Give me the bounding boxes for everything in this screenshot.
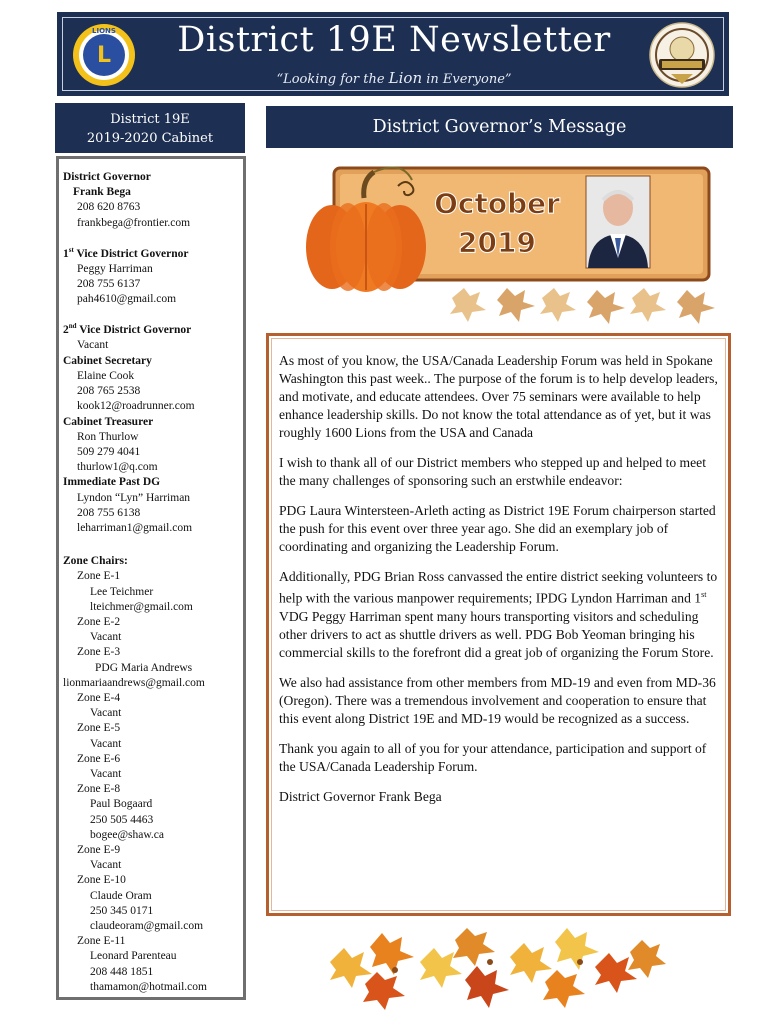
cabinet-heading-line2: 2019-2020 Cabinet bbox=[86, 131, 214, 146]
lions-logo bbox=[72, 23, 136, 87]
vdg2-role bbox=[63, 319, 248, 338]
zone-label: Zone E-3 bbox=[77, 646, 121, 659]
vdg1-phone: 208 755 6137 bbox=[77, 278, 141, 291]
dg-name: Frank Bega bbox=[73, 186, 131, 199]
zone-label: Zone E-5 bbox=[77, 722, 121, 735]
zone-line: bogee@shaw.ca bbox=[90, 828, 165, 841]
ipdg-email: leharriman1@gmail.com bbox=[77, 521, 193, 534]
zone-label: Zone E-8 bbox=[77, 783, 121, 796]
dg-email: frankbega@frontier.com bbox=[77, 216, 191, 229]
zone-line: lteichmer@gmail.com bbox=[90, 600, 193, 613]
vdg1-num: 1 bbox=[63, 247, 69, 260]
p4-end: VDG Peggy Harriman spent many hours transporting visitors and scheduling other drivers to act as shuttle drivers as well. PDG Bob Yeoman bringing his commercial skills to the forefront did a great job of organizing the Forum Store. bbox=[279, 608, 714, 660]
zone-line: 250 505 4463 bbox=[90, 813, 154, 826]
banner-year: 2019 bbox=[458, 226, 536, 259]
zone-chairs-label: Zone Chairs: bbox=[63, 555, 128, 568]
vdg2-num: 2 bbox=[63, 324, 69, 337]
zone-line: Vacant bbox=[90, 737, 122, 750]
message-paragraph: PDG Laura Wintersteen-Arleth acting as District 19E Forum chairperson started the push for this event over three year ago. She did an exemplary job of coordinating and organizing the Leadership Forum. bbox=[279, 503, 716, 554]
vdg2-name: Vacant bbox=[77, 339, 109, 352]
zone-line: PDG Maria Andrews bbox=[95, 661, 193, 674]
autumn-leaves-icon bbox=[450, 288, 715, 324]
vdg1-sup: st bbox=[68, 245, 74, 254]
district-badge-icon bbox=[649, 22, 715, 88]
p4-start: Additionally, PDG Brian Ross canvassed the entire district seeking volunteers to help with the various manpower requirements; IPDG Lyndon Harriman and 1 bbox=[279, 569, 718, 606]
zone-label: Zone E-9 bbox=[77, 843, 121, 856]
banner-month: October bbox=[434, 187, 560, 220]
zone-label: Zone E-6 bbox=[77, 752, 121, 765]
cabinet-heading-line1: District 19E bbox=[110, 112, 190, 127]
newsletter-title: District 19E Newsletter bbox=[177, 20, 611, 60]
vdg2-sup: nd bbox=[68, 322, 77, 331]
newsletter-tagline bbox=[159, 69, 629, 87]
zone3-email: lionmariaandrews@gmail.com bbox=[63, 676, 205, 689]
governor-portrait bbox=[586, 176, 650, 268]
vdg2-role-text: Vice District Governor bbox=[76, 324, 192, 337]
treasurer-name: Ron Thurlow bbox=[77, 430, 139, 443]
zone-line: claudeoram@gmail.com bbox=[90, 920, 204, 932]
secretary-role: Cabinet Secretary bbox=[63, 354, 152, 367]
ipdg-phone: 208 755 6138 bbox=[77, 506, 141, 519]
zone-label: Zone E-4 bbox=[77, 691, 121, 704]
zone-line: 250 345 0171 bbox=[90, 904, 154, 917]
autumn-leaves-border-icon bbox=[325, 922, 670, 1018]
treasurer-role: Cabinet Treasurer bbox=[63, 415, 154, 428]
zone-line: Lee Teichmer bbox=[90, 585, 154, 598]
cabinet-directory bbox=[63, 170, 248, 995]
secretary-name: Elaine Cook bbox=[77, 369, 135, 382]
zone-line: Leonard Parenteau bbox=[90, 950, 177, 963]
treasurer-email: thurlow1@q.com bbox=[77, 461, 158, 474]
tagline-start: “Looking for the bbox=[276, 72, 389, 87]
zone-line: Vacant bbox=[90, 707, 122, 720]
october-banner bbox=[292, 150, 742, 335]
p4-sup: st bbox=[701, 590, 707, 599]
message-paragraph: I wish to thank all of our District members who stepped up and helped to meet the many challenges of sponsoring such an erstwhile endeavor: bbox=[279, 455, 706, 488]
vdg1-role bbox=[63, 243, 248, 262]
treasurer-phone: 509 279 4041 bbox=[77, 445, 141, 458]
message-paragraph: We also had assistance from other members from MD-19 and even from MD-36 (Oregon). There was a tremendous involvement and cooperation to ensure that this event along District 19E and MD-19 would be recognized as a success. bbox=[279, 674, 716, 726]
logo-lettering: LIONS bbox=[92, 27, 116, 35]
zone-line: 208 448 1851 bbox=[90, 965, 154, 978]
main-heading: District Governor’s Message bbox=[266, 106, 733, 148]
zone-line: Vacant bbox=[90, 859, 122, 872]
zone-label: Zone E-1 bbox=[77, 570, 121, 583]
zone-line: Vacant bbox=[90, 767, 122, 780]
message-paragraph: As most of you know, the USA/Canada Leadership Forum was held in Spokane Washington this past week.. The purpose of the forum is to help develop leaders, and motivate, and educate attendees. Over 75 seminars were available to help enhance leadership skills. Do not know the total attendance as of yet, but it was roughly 1600 Lions from the USA and Canada bbox=[279, 353, 718, 440]
zone-label: Zone E-10 bbox=[77, 874, 126, 887]
signoff: District Governor Frank Bega bbox=[279, 788, 442, 804]
vdg1-email: pah4610@gmail.com bbox=[77, 293, 177, 306]
svg-text:L: L bbox=[96, 43, 112, 68]
zone-line: Vacant bbox=[90, 631, 122, 644]
ipdg-name: Lyndon “Lyn” Harriman bbox=[77, 491, 191, 504]
zone-label: Zone E-2 bbox=[77, 615, 121, 628]
ipdg-role: Immediate Past DG bbox=[63, 476, 161, 489]
message-paragraph: Thank you again to all of you for your attendance, participation and support of the USA/Canada Leadership Forum. bbox=[279, 740, 707, 774]
cabinet-heading bbox=[55, 103, 245, 153]
zone-label: Zone E-11 bbox=[77, 935, 126, 948]
governor-message bbox=[279, 352, 721, 818]
dg-role: District Governor bbox=[63, 171, 151, 183]
newsletter-header bbox=[57, 12, 729, 96]
tagline-end: in Everyone” bbox=[422, 72, 512, 87]
message-paragraph bbox=[279, 568, 721, 662]
secretary-email: kook12@roadrunner.com bbox=[77, 400, 195, 413]
zone-line: thamamon@hotmail.com bbox=[90, 980, 207, 993]
dg-phone: 208 620 8763 bbox=[77, 201, 141, 214]
vdg1-role-text: Vice District Governor bbox=[73, 247, 189, 260]
zone-line: Paul Bogaard bbox=[90, 798, 153, 811]
zone-line: Claude Oram bbox=[90, 889, 152, 902]
tagline-lion: Lion bbox=[388, 69, 423, 87]
secretary-phone: 208 765 2538 bbox=[77, 385, 141, 398]
vdg1-name: Peggy Harriman bbox=[77, 262, 153, 275]
